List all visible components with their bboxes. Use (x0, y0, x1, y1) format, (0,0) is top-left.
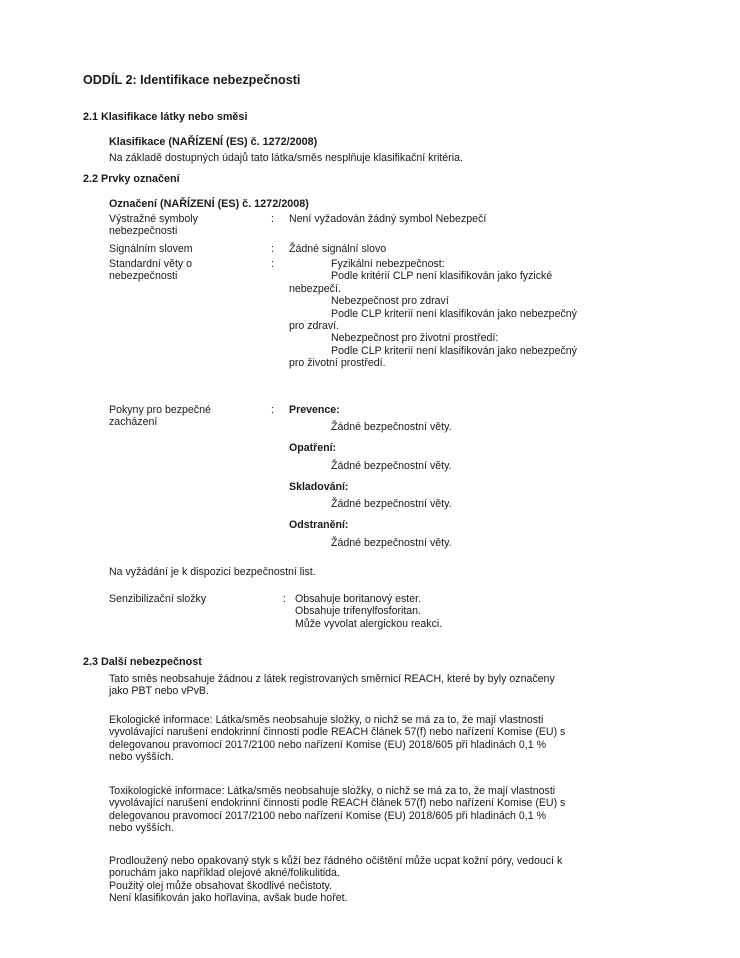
prevention-heading: Prevence: (289, 404, 340, 416)
response-text: Žádné bezpečnostní věty. (331, 460, 452, 472)
paragraph-line: Tato směs neobsahuje žádnou z látek registrovaných směrnicí REACH, které by byly označeny (109, 673, 555, 685)
colon: : (283, 593, 286, 605)
paragraph-line: vyvolávající narušení endokrinní činnosti podle REACH článek 57(f) nebo nařízení Komise (EU) s (109, 726, 566, 739)
paragraph-line: jako PBT nebo vPvB. (109, 685, 209, 698)
prevention-text: Žádné bezpečnostní věty. (331, 421, 452, 433)
colon: : (271, 258, 274, 270)
paragraph-line: Toxikologické informace: Látka/směs neobsahuje složky, o nichž se má za to, že mají vlastnosti (109, 785, 556, 797)
statement-line: Podle CLP kriterií není klasifikován jako nebezpečný (331, 344, 577, 357)
labelling-subheading: Označení (NAŘÍZENÍ (ES) č. 1272/2008) (109, 198, 309, 210)
hazard-statements-label (109, 258, 259, 283)
paragraph-line: nebo vyšších. (109, 751, 174, 764)
label-line: nebezpečnosti (109, 270, 178, 283)
disposal-heading: Odstranění: (289, 519, 349, 531)
hazard-symbols-value: Není vyžadován žádný symbol Nebezpečí (289, 213, 487, 225)
paragraph-line: delegovanou pravomocí 2017/2100 nebo nařízení Komise (EU) 2018/605 při hladinách 0,1 % (109, 809, 546, 822)
storage-heading: Skladování: (289, 481, 349, 493)
paragraph-line: Není klasifikován jako hořlavina, avšak bude hořet. (109, 892, 348, 905)
sensitizer-line: Obsahuje trifenylfosforitan. (295, 605, 422, 618)
paragraph-line: nebo vyšších. (109, 822, 174, 835)
label-line: Výstražné symboly (109, 213, 198, 225)
hazard-statements-value (289, 258, 649, 370)
statement-line: Podle kritérií CLP není klasifikován jako fyzické (331, 270, 553, 283)
storage-text: Žádné bezpečnostní věty. (331, 498, 452, 510)
sds-available-text: Na vyžádání je k dispozici bezpečnostní list. (109, 566, 316, 578)
disposal-text: Žádné bezpečnostní věty. (331, 537, 452, 549)
paragraph-line: delegovanou pravomocí 2017/2100 nebo nařízení Komise (EU) 2018/605 při hladinách 0,1 % (109, 738, 546, 751)
paragraph-line: Použitý olej může obsahovat škodlivé nečistoty. (109, 879, 332, 892)
statement-line: pro životní prostředí. (289, 357, 386, 370)
heading-2-2: 2.2 Prvky označení (83, 173, 180, 185)
sensitizer-line: Může vyvolat alergickou reakci. (295, 617, 443, 630)
paragraph-skin-contact (109, 855, 669, 905)
colon: : (271, 404, 274, 416)
sensitizers-label: Senzibilizační složky (109, 593, 207, 605)
paragraph-line: Ekologické informace: Látka/směs neobsahuje složky, o nichž se má za to, že mají vlastnosti (109, 714, 544, 726)
sensitizer-line: Obsahuje boritanový ester. (295, 593, 422, 605)
paragraph-ecological (109, 714, 669, 764)
sensitizers-value (295, 593, 595, 630)
statement-line: Fyzikální nebezpečnost: (331, 258, 445, 270)
statement-line: Nebezpečnost pro zdraví (331, 295, 449, 308)
heading-2-1: 2.1 Klasifikace látky nebo směsi (83, 111, 248, 123)
precautionary-label (109, 404, 259, 429)
label-line: Pokyny pro bezpečné (109, 404, 211, 416)
statement-line: pro zdraví. (289, 320, 340, 333)
signal-word-value: Žádné signální slovo (289, 243, 387, 255)
classification-subheading: Klasifikace (NAŘÍZENÍ (ES) č. 1272/2008) (109, 136, 318, 148)
statement-line: Podle CLP kriterií není klasifikován jako nebezpečný (331, 307, 577, 320)
hazard-symbols-label (109, 213, 259, 238)
statement-line: Nebezpečnost pro životní prostředí: (331, 332, 499, 345)
label-line: Standardní věty o (109, 258, 193, 270)
label-line: nebezpečnosti (109, 225, 178, 238)
signal-word-label: Signálním slovem (109, 243, 193, 255)
classification-text: Na základě dostupných údajů tato látka/směs nesplňuje klasifikační kritéria. (109, 152, 463, 164)
paragraph-pbt (109, 673, 669, 698)
paragraph-toxicological (109, 785, 669, 835)
section-title: ODDÍL 2: Identifikace nebezpečnosti (83, 73, 301, 87)
heading-2-3: 2.3 Další nebezpečnost (83, 656, 202, 668)
colon: : (271, 213, 274, 225)
paragraph-line: Prodloužený nebo opakovaný styk s kůží bez řádného očištění může ucpat kožní póry, vedoucí k (109, 855, 563, 867)
paragraph-line: poruchám jako například olejové akné/folikulitida. (109, 867, 340, 880)
statement-line: nebezpečí. (289, 282, 341, 295)
label-line: zacházení (109, 416, 158, 429)
colon: : (271, 243, 274, 255)
response-heading: Opatření: (289, 442, 337, 454)
paragraph-line: vyvolávající narušení endokrinní činnosti podle REACH článek 57(f) nebo nařízení Komise (EU) s (109, 797, 566, 810)
